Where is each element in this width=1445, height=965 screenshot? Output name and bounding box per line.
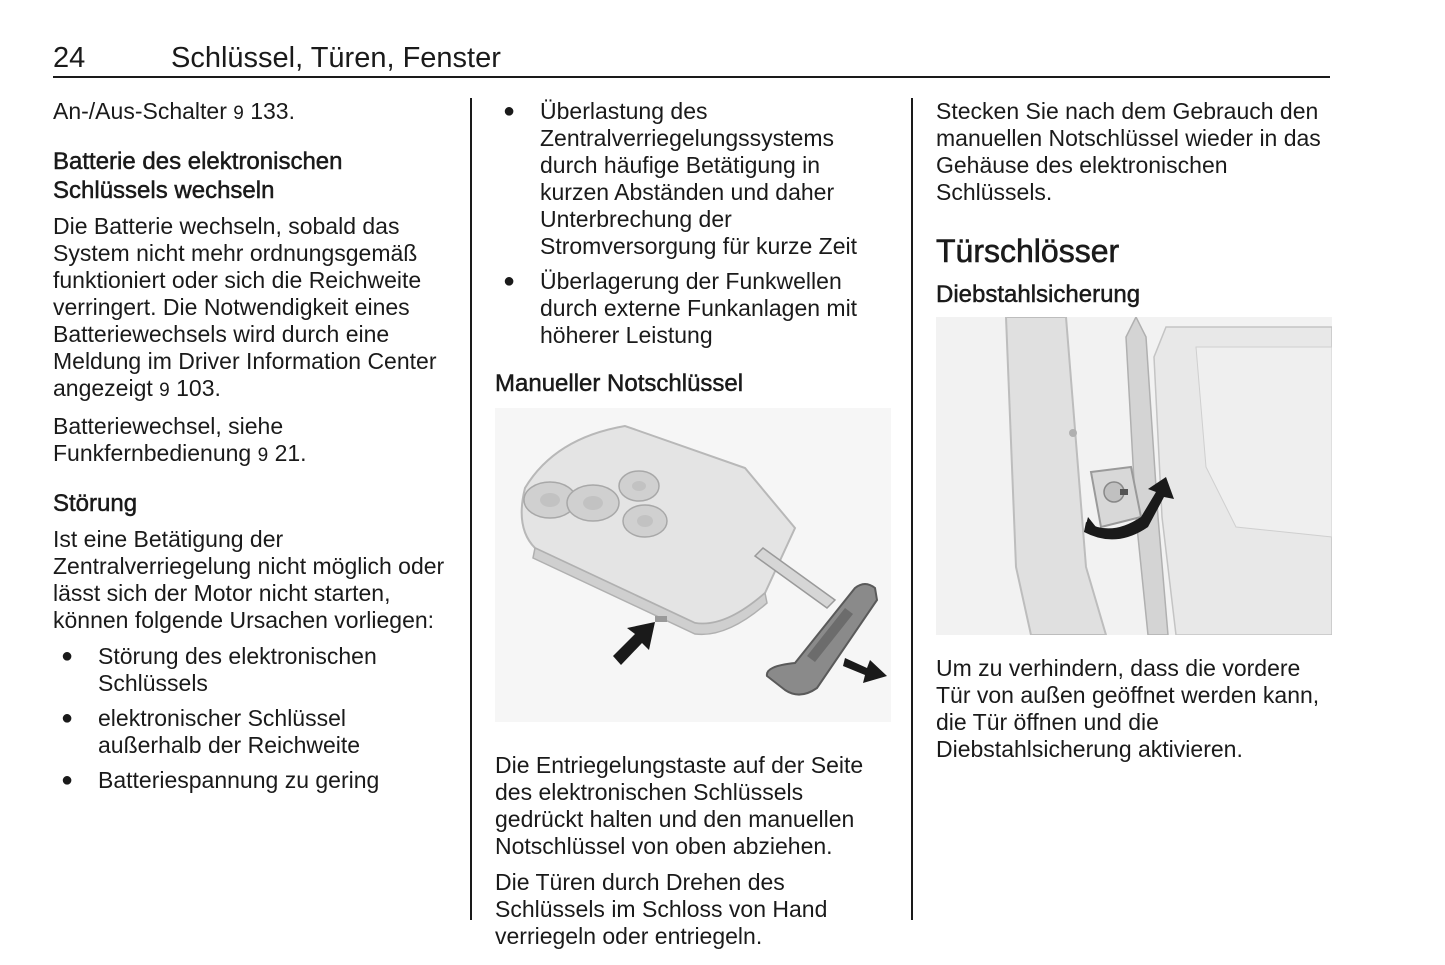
page-reference: 21. <box>274 440 307 466</box>
column-right <box>936 98 1332 772</box>
column-left <box>53 98 453 802</box>
battery-change-paragraph: Batteriewechsel, siehe Funkfernbedienung 9 21. <box>53 413 307 466</box>
section-heading-child-lock: Diebstahlsicherung <box>936 281 1141 308</box>
section-heading-malfunction: Störung <box>53 490 138 517</box>
emergency-key-paragraph-2: Die Türen durch Drehen des Schlüssels im Schloss von Hand verriegeln oder entriegeln. <box>495 869 828 949</box>
cross-reference-icon: 9 <box>159 380 170 401</box>
column-divider <box>470 98 472 920</box>
cause-list-continued <box>495 98 893 349</box>
list-item: ● Überlastung des Zentralverriegelungssystems durch häufige Betätigung in kurzen Abständen und daher Unterbrechung der Stromversorgung für kurze Zeit <box>503 98 858 259</box>
list-item: ● Störung des elektronischen Schlüssels <box>61 643 377 696</box>
bullet-icon: ● <box>503 270 516 292</box>
child-lock-paragraph: Um zu verhindern, dass die vordere Tür von außen geöffnet werden kann, die Tür öffnen und die Diebstahlsicherung aktivieren. <box>936 655 1320 762</box>
door-lock-illustration <box>936 317 1332 635</box>
bullet-icon: ● <box>61 769 74 791</box>
page-number: 24 <box>53 42 86 74</box>
reinsert-paragraph: Stecken Sie nach dem Gebrauch den manuellen Notschlüssel wieder in das Gehäuse des elektronischen Schlüssels. <box>936 98 1321 205</box>
malfunction-paragraph: Ist eine Betätigung der Zentralverriegelung nicht möglich oder lässt sich der Motor nicht starten, können folgende Ursachen vorliegen: <box>53 526 445 633</box>
cross-reference-icon: 9 <box>233 103 244 124</box>
cross-reference-icon: 9 <box>257 445 269 466</box>
column-middle <box>495 98 893 959</box>
bullet-icon: ● <box>61 645 74 667</box>
page-reference: 103. <box>176 375 221 401</box>
bullet-icon: ● <box>503 100 516 122</box>
chapter-title: Schlüssel, Türen, Fenster <box>171 42 501 74</box>
emergency-key-paragraph: Die Entriegelungstaste auf der Seite des elektronischen Schlüssels gedrückt halten und den manuellen Notschlüssel von oben abziehen. <box>495 752 864 859</box>
intro-paragraph: An-/Aus-Schalter 9 133. <box>53 98 295 124</box>
emergency-key-illustration <box>495 408 891 722</box>
section-title-door-locks: Türschlösser <box>936 233 1120 269</box>
list-item: ● Batteriespannung zu gering <box>61 767 380 793</box>
page-reference: 133. <box>250 98 295 124</box>
section-heading-battery: Batterie des elektronischen Schlüssels wechseln <box>53 148 343 204</box>
battery-paragraph: Die Batterie wechseln, sobald das System nicht mehr ordnungsgemäß funktioniert oder sich die Reichweite verringert. Die Notwendigkeit eines Batteriewechsels wird durch eine Meldung im Driver Information Center angezeigt 9 103. <box>53 213 437 401</box>
section-heading-emergency-key: Manueller Notschlüssel <box>495 370 744 397</box>
column-divider <box>911 98 913 920</box>
list-item: ● elektronischer Schlüssel außerhalb der Reichweite <box>61 705 361 758</box>
cause-list <box>53 643 453 794</box>
page-header <box>53 40 1330 78</box>
list-item: ● Überlagerung der Funkwellen durch externe Funkanlagen mit höherer Leistung <box>503 268 858 348</box>
bullet-icon: ● <box>61 707 74 729</box>
